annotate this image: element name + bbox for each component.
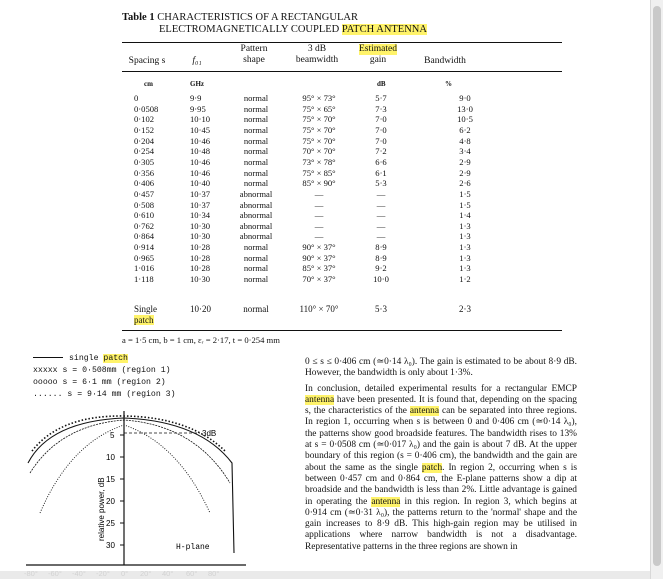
table-cell: normal bbox=[243, 274, 269, 285]
table-cell: 3·4 bbox=[459, 146, 471, 157]
table-cell: 9·2 bbox=[375, 263, 387, 274]
header-beamwidth: 3 dB beamwidth bbox=[295, 44, 339, 65]
table-cell: 1·4 bbox=[459, 210, 471, 221]
table-cell: 10·37 bbox=[190, 199, 211, 210]
legend-region-1: xxxxx s = 0·508mm (region 1) bbox=[33, 366, 171, 375]
radiation-pattern-plot bbox=[20, 403, 250, 579]
table-cell: normal bbox=[243, 114, 269, 125]
table-row bbox=[122, 136, 562, 147]
unit-bandwidth: % bbox=[445, 80, 452, 88]
caption-highlight: PATCH ANTENNA bbox=[341, 24, 427, 35]
table-row bbox=[122, 263, 562, 274]
table-cell: 7·3 bbox=[375, 103, 387, 114]
single-gain: 5·3 bbox=[375, 304, 387, 314]
table-cell: 10·48 bbox=[190, 146, 211, 157]
paragraph-1: 0 ≤ s ≤ 0·406 cm (≃0·14 λ₀). The gain is estimated to be about 8·9 dB. However, the bandwidth is only about 1·3%. bbox=[305, 357, 577, 379]
header-f01: f₀₁ bbox=[192, 56, 202, 66]
table-row bbox=[122, 210, 562, 221]
table-cell: 75° × 85° bbox=[302, 167, 336, 178]
table-cell: 9·9 bbox=[190, 93, 202, 103]
table-cell: normal bbox=[243, 93, 269, 103]
table-cell: normal bbox=[243, 146, 269, 157]
table-label: Table 1 bbox=[122, 12, 155, 23]
svg-text:15: 15 bbox=[106, 475, 115, 484]
table-cell: 1·016 bbox=[134, 263, 155, 274]
table-cell: normal bbox=[243, 156, 269, 167]
table-row bbox=[122, 189, 562, 200]
header-bandwidth: Bandwidth bbox=[424, 56, 466, 66]
table-cell: 7·0 bbox=[375, 135, 387, 146]
table-row bbox=[122, 200, 562, 211]
table-cell: 0·508 bbox=[134, 199, 155, 210]
table-row bbox=[122, 114, 562, 125]
table-cell: normal bbox=[243, 167, 269, 178]
table-cell: 90° × 37° bbox=[302, 242, 336, 253]
table-cell: 85° × 90° bbox=[302, 178, 336, 189]
table-row bbox=[122, 231, 562, 242]
table-row bbox=[122, 104, 562, 115]
table-cell: 10·46 bbox=[190, 167, 211, 178]
table-cell: — bbox=[314, 188, 324, 199]
table-cell: 7·0 bbox=[375, 114, 387, 125]
scrollbar-thumb[interactable] bbox=[653, 6, 661, 566]
table-cell: 8·9 bbox=[375, 252, 387, 263]
table-cell: 0·610 bbox=[134, 210, 155, 221]
table-cell: 10·30 bbox=[190, 274, 211, 285]
table-cell: 0·254 bbox=[134, 146, 155, 157]
table-row bbox=[122, 242, 562, 253]
table-cell: 2·6 bbox=[459, 178, 471, 189]
table-cell: 0·864 bbox=[134, 231, 155, 242]
header-pattern: Pattern shape bbox=[240, 44, 268, 65]
table-cell: 1·3 bbox=[459, 263, 471, 274]
y-ticks bbox=[106, 431, 124, 550]
table-row bbox=[122, 125, 562, 136]
table-cell: — bbox=[376, 188, 386, 199]
table-cell: — bbox=[376, 231, 386, 242]
table-cell: 10·28 bbox=[190, 252, 211, 263]
table-cell: 0·356 bbox=[134, 167, 155, 178]
table-cell: 85° × 37° bbox=[302, 263, 336, 274]
single-beam: 110° × 70° bbox=[299, 304, 339, 314]
table-row bbox=[122, 157, 562, 168]
table-cell: 0·305 bbox=[134, 156, 155, 167]
table-cell: 95° × 73° bbox=[302, 93, 336, 103]
table-cell: 13·0 bbox=[457, 103, 473, 114]
table-cell: 1·5 bbox=[459, 199, 471, 210]
single-shape: normal bbox=[243, 304, 269, 314]
table-cell: — bbox=[314, 199, 324, 210]
table-cell: 0·102 bbox=[134, 114, 155, 125]
table-cell: — bbox=[314, 220, 324, 231]
curve-single-patch bbox=[28, 418, 234, 553]
table-cell: normal bbox=[243, 263, 269, 274]
table-cell: 6·2 bbox=[459, 124, 471, 135]
paragraph-2: In conclusion, detailed experimental results for a rectangular EMCP antenna have been presented. It is found that, depending on the spacing s, the characteristics of the antenna can be separated into three regions. In region 1, occurring when s is between 0 and 0·406 cm (≃0·14 λ₀), the patterns show good broadside features. The bandwidth rises to 13% at s = 0·0508 cm (≃0·017 λ₀) and the gain is about 7 dB. At the upper boundary of this region (s = 0·406 cm), the bandwidth and the gain are about the same as the single patch. In region 2, occurring when s is between 0·457 cm and 0·864 cm, the E-plane patterns show a dip at broadside and the bandwidth is less than 2%. Little advantage is gained in operating the antenna in this region. In region 3, which begins at 0·914 cm (≃0·31 λ₀), the patterns return to the 'normal' shape and the gain increases to 8·9 dB. This high-gain region may be utilised in applications where narrow bandwidth is not a disadvantage. Representative patterns in the three regions are shown in bbox=[305, 383, 578, 552]
table-cell: 0·965 bbox=[134, 252, 155, 263]
svg-text:30: 30 bbox=[106, 541, 115, 550]
caption-line-1: CHARACTERISTICS OF A RECTANGULAR bbox=[157, 12, 358, 23]
table-cell: abnormal bbox=[239, 210, 273, 221]
table-cell: 75° × 65° bbox=[302, 103, 336, 114]
table-cell: 10·0 bbox=[373, 274, 389, 285]
header-spacing: Spacing s bbox=[128, 56, 166, 66]
table-cell: 1·3 bbox=[459, 231, 471, 242]
legend-region-3: ...... s = 9·14 mm (region 3) bbox=[33, 390, 176, 399]
table-cell: 9·0 bbox=[459, 93, 471, 103]
table-bottom-rule bbox=[122, 330, 562, 331]
body-text bbox=[305, 357, 577, 557]
table-row bbox=[122, 253, 562, 264]
table-caption bbox=[122, 12, 427, 36]
table-cell: 10·46 bbox=[190, 156, 211, 167]
svg-text:10: 10 bbox=[106, 453, 115, 462]
table-cell: 10·37 bbox=[190, 188, 211, 199]
table-cell: 10·40 bbox=[190, 178, 211, 189]
table-footnote: a = 1·5 cm, b = 1 cm, εᵣ = 2·17, t = 0·254 mm bbox=[122, 335, 280, 345]
table-cell: normal bbox=[243, 242, 269, 253]
table-row bbox=[122, 93, 562, 104]
caption-line-2: ELECTROMAGNETICALLY COUPLED bbox=[159, 24, 342, 35]
table-cell: — bbox=[314, 231, 324, 242]
table-row bbox=[122, 146, 562, 157]
table-cell: normal bbox=[243, 178, 269, 189]
unit-f01: GHz bbox=[190, 80, 204, 88]
table-cell: 5·7 bbox=[375, 93, 387, 103]
table-cell: 0 bbox=[134, 93, 139, 103]
table-cell: 10·5 bbox=[457, 114, 473, 125]
table-cell: 1·3 bbox=[459, 220, 471, 231]
table-cell: 70° × 37° bbox=[302, 274, 336, 285]
table-cell: — bbox=[376, 210, 386, 221]
table-cell: abnormal bbox=[239, 231, 273, 242]
table-cell: 7·0 bbox=[375, 124, 387, 135]
table-cell: 10·28 bbox=[190, 263, 211, 274]
table-cell: 0·204 bbox=[134, 135, 155, 146]
table-cell: 1·118 bbox=[134, 274, 154, 285]
table-cell: abnormal bbox=[239, 220, 273, 231]
table-cell: 8·9 bbox=[375, 242, 387, 253]
table-cell: normal bbox=[243, 124, 269, 135]
table-cell: — bbox=[376, 199, 386, 210]
svg-text:25: 25 bbox=[106, 519, 115, 528]
unit-spacing: cm bbox=[144, 80, 153, 88]
table-cell: 10·10 bbox=[190, 114, 211, 125]
table-cell: 10·45 bbox=[190, 124, 211, 135]
table-row bbox=[122, 178, 562, 189]
y-axis-label: relative power, dB bbox=[97, 477, 106, 541]
table-cell: 6·1 bbox=[375, 167, 387, 178]
single-bw: 2·3 bbox=[459, 304, 471, 314]
table-cell: 0·457 bbox=[134, 188, 155, 199]
table-row bbox=[122, 221, 562, 232]
table-cell: 9·95 bbox=[190, 103, 206, 114]
table-cell: 7·2 bbox=[375, 146, 387, 157]
table-cell: 5·3 bbox=[375, 178, 387, 189]
table-cell: normal bbox=[243, 103, 269, 114]
table-cell: 0·152 bbox=[134, 124, 155, 135]
label-3db: 3dB bbox=[202, 429, 217, 438]
table-cell: 0·0508 bbox=[134, 103, 159, 114]
table-top-rule bbox=[122, 42, 562, 43]
legend-region-2: ooooo s = 6·1 mm (region 2) bbox=[33, 378, 166, 387]
table-cell: normal bbox=[243, 252, 269, 263]
table-row bbox=[122, 168, 562, 179]
table-cell: 1·2 bbox=[459, 274, 471, 285]
single-f01: 10·20 bbox=[190, 304, 211, 314]
curve-region-1 bbox=[30, 420, 230, 483]
table-cell: 1·3 bbox=[459, 242, 471, 253]
header-gain: Estimated gain bbox=[359, 44, 397, 65]
curve-region-3 bbox=[40, 425, 210, 513]
table-cell: 90° × 37° bbox=[302, 252, 336, 263]
table-cell: 2·9 bbox=[459, 156, 471, 167]
svg-text:20: 20 bbox=[106, 497, 115, 506]
table-cell: 10·46 bbox=[190, 135, 211, 146]
table-cell: 4·8 bbox=[459, 135, 471, 146]
header-rule bbox=[122, 71, 562, 72]
table-cell: normal bbox=[243, 135, 269, 146]
table-cell: 1·3 bbox=[459, 252, 471, 263]
table-cell: 0·762 bbox=[134, 220, 155, 231]
table-cell: 73° × 78° bbox=[302, 156, 336, 167]
table-cell: 0·914 bbox=[134, 242, 155, 253]
plane-label: H-plane bbox=[176, 543, 210, 552]
table-cell: 10·30 bbox=[190, 220, 211, 231]
svg-text:5: 5 bbox=[110, 431, 115, 440]
table-cell: 1·5 bbox=[459, 188, 471, 199]
table-row bbox=[122, 274, 562, 285]
horizontal-scrollbar[interactable] bbox=[0, 571, 650, 579]
table-cell: 6·6 bbox=[375, 156, 387, 167]
table-cell: 10·34 bbox=[190, 210, 211, 221]
table-cell: abnormal bbox=[239, 199, 273, 210]
table-cell: 10·28 bbox=[190, 242, 211, 253]
table-cell: 2·9 bbox=[459, 167, 471, 178]
table-cell: 70° × 70° bbox=[302, 146, 336, 157]
table-cell: — bbox=[314, 210, 324, 221]
vertical-scrollbar[interactable] bbox=[650, 0, 663, 579]
table-cell: 75° × 70° bbox=[302, 114, 336, 125]
legend-single-patch: single patch bbox=[33, 354, 128, 363]
table-cell: 10·30 bbox=[190, 231, 211, 242]
table-cell: — bbox=[376, 220, 386, 231]
table-cell: abnormal bbox=[239, 188, 273, 199]
table-cell: 0·406 bbox=[134, 178, 155, 189]
single-label: Single patch bbox=[134, 304, 158, 325]
unit-gain: dB bbox=[377, 80, 386, 88]
table-cell: 75° × 70° bbox=[302, 135, 336, 146]
table-cell: 75° × 70° bbox=[302, 124, 336, 135]
